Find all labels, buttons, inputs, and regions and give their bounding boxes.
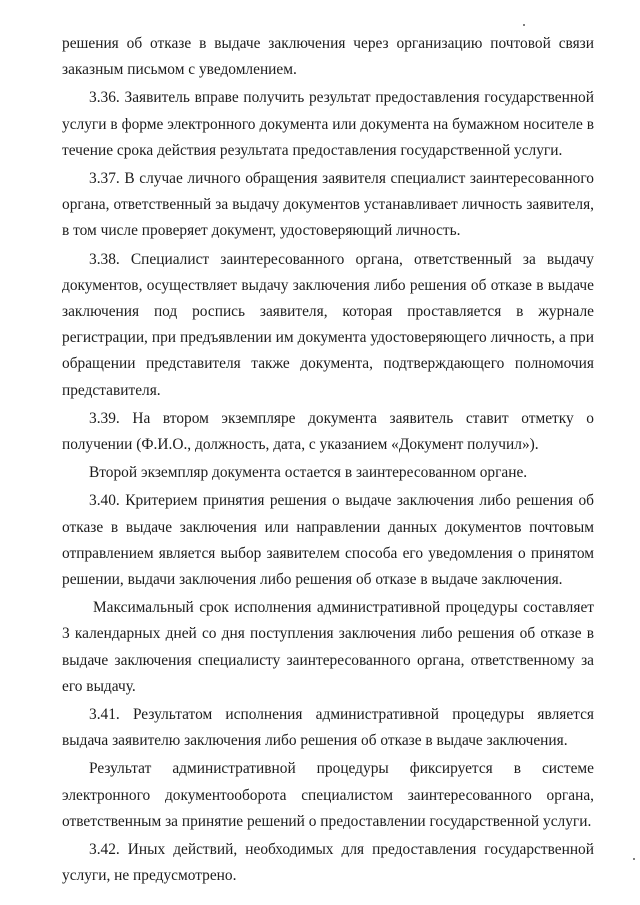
- paragraph-second-copy: Второй экземпляр документа остается в заинтересованном органе.: [89, 464, 528, 482]
- scan-speck: [523, 24, 525, 26]
- paragraph-3-40: 3.40. Критерием принятия решения о выдаче заключения либо решения об отказе в выдаче заключения или направлении данных документов почтовым отправлением является выбор заявителем способа его уведомления о принятом решении, выдачи заключения либо решения об отказе в выдаче заключения.: [62, 492, 594, 589]
- scan-speck: [633, 858, 635, 860]
- paragraph-result-recorded: Результат административной процедуры фиксируется в системе электронного документооборота специалистом заинтересованного органа, ответственным за принятие решений о предоставлении государственной услуги.: [62, 760, 594, 830]
- paragraph-max-term: Максимальный срок исполнения административной процедуры составляет 3 календарных дней со дня поступления заключения либо решения об отказе в выдаче заключения специалисту заинтересованного органа, ответственному за его выдачу.: [62, 599, 594, 695]
- paragraph-3-36: 3.36. Заявитель вправе получить результат предоставления государственной услуги в форме электронного документа или документа на бумажном носителе в течение срока действия результата предоставления государственной услуги.: [62, 89, 594, 159]
- document-body: [62, 31, 594, 890]
- paragraph-3-42: 3.42. Иных действий, необходимых для предоставления государственной услуги, не предусмотрено.: [62, 841, 594, 885]
- paragraph-3-37: 3.37. В случае личного обращения заявителя специалист заинтересованного органа, ответственный за выдачу документов устанавливает личность заявителя, в том числе проверяет документ, удостоверяющий личность.: [62, 170, 594, 240]
- paragraph-3-39: 3.39. На втором экземпляре документа заявитель ставит отметку о получении (Ф.И.О., должность, дата, с указанием «Документ получил»).: [62, 409, 594, 454]
- paragraph-continuation: решения об отказе в выдаче заключения через организацию почтовой связи заказным письмом с уведомлением.: [62, 35, 594, 79]
- paragraph-3-38: 3.38. Специалист заинтересованного органа, ответственный за выдачу документов, осуществляет выдачу заключения либо решения об отказе в выдаче заключения под роспись заявителя, которая проставляется в журнале регистрации, при предъявлении им документа удостоверяющего личность, а при обращении представителя также документа, подтверждающего полномочия представителя.: [62, 250, 594, 399]
- paragraph-3-41: 3.41. Результатом исполнения административной процедуры является выдача заявителю заключения либо решения об отказе в выдаче заключения.: [62, 706, 594, 750]
